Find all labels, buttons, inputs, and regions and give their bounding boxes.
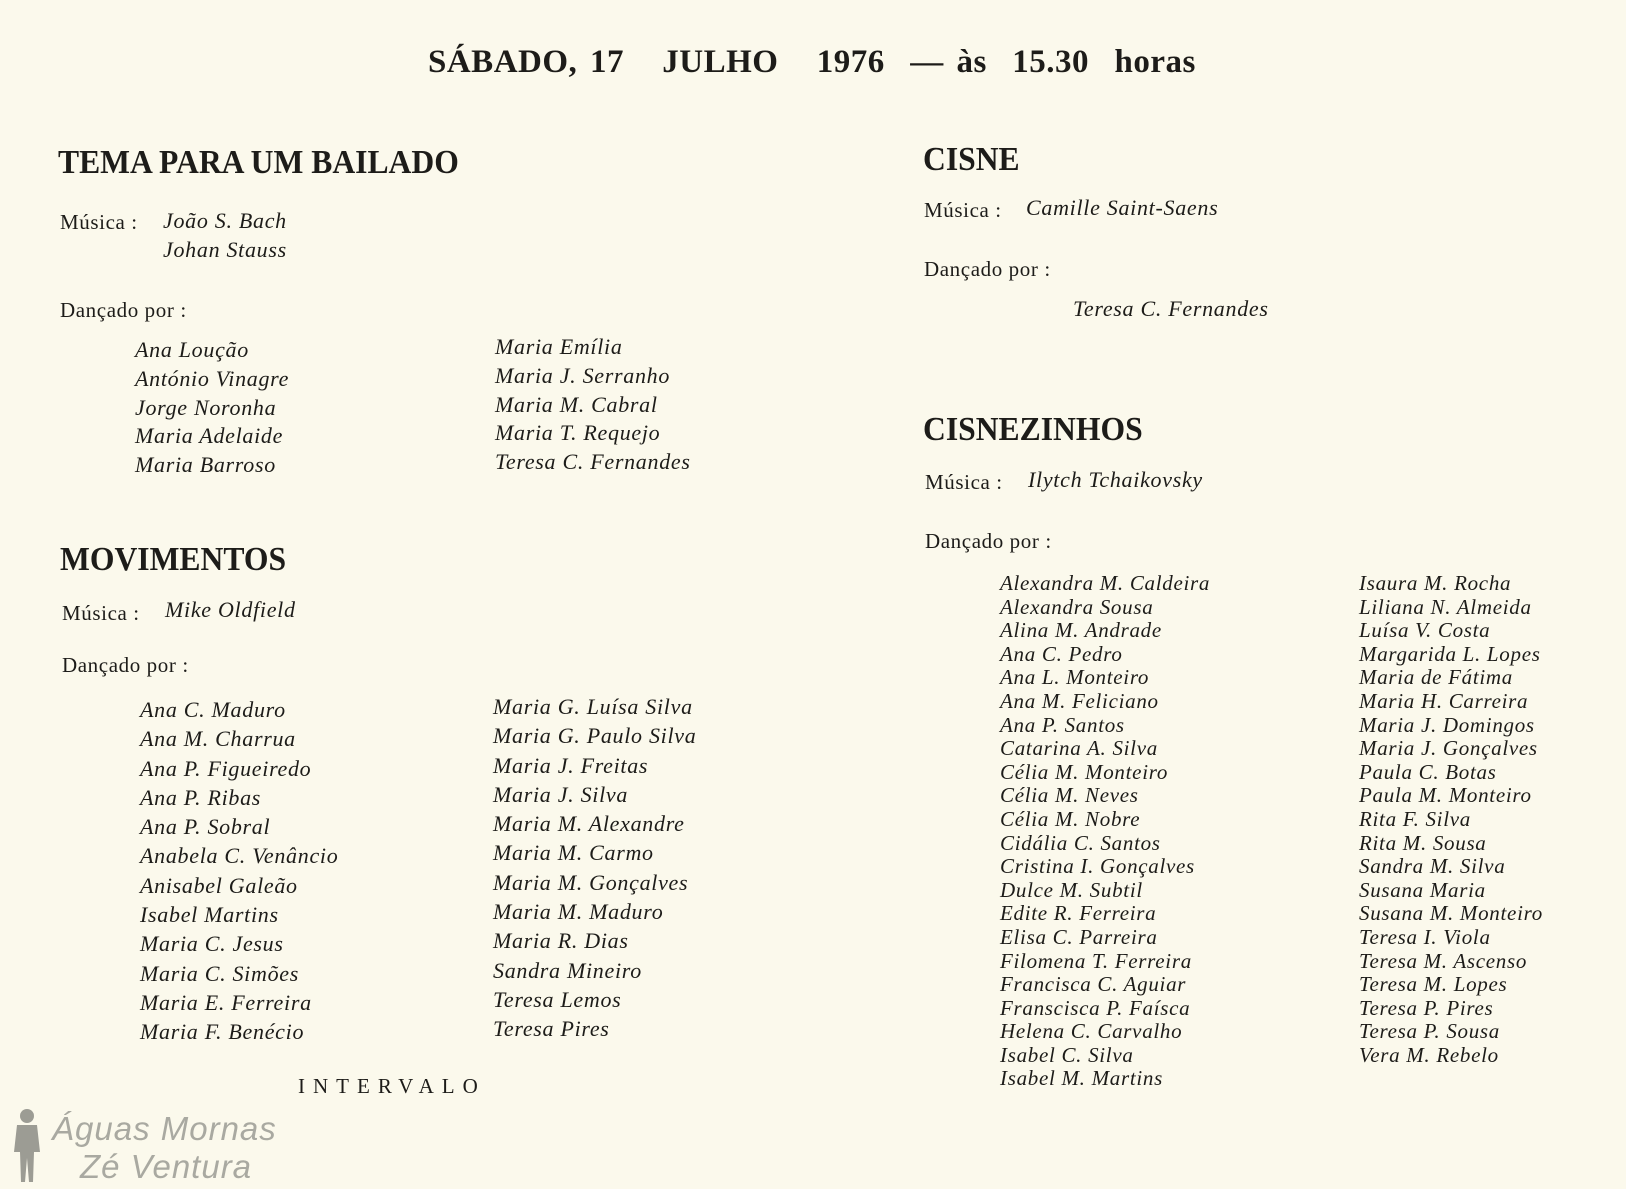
list-item: Teresa M. Lopes [1359, 972, 1508, 997]
list-item: Isabel Martins [140, 902, 279, 928]
list-item: Ana M. Feliciano [1000, 688, 1159, 713]
list-item: Célia M. Monteiro [1000, 759, 1169, 784]
list-item: Maria Adelaide [135, 423, 284, 449]
list-item: Teresa Pires [493, 1016, 610, 1042]
list-item: Margarida L. Lopes [1359, 641, 1541, 666]
list-item: Ana M. Charrua [140, 726, 296, 752]
list-item: Elisa C. Parreira [1000, 924, 1158, 949]
list-item: Maria C. Simões [140, 960, 299, 986]
list-item: Maria de Fátima [1359, 665, 1513, 690]
list-item: Alexandra M. Caldeira [1000, 571, 1211, 595]
movimentos-composer: Mike Oldfield [165, 597, 296, 622]
list-item: Maria E. Ferreira [140, 989, 312, 1015]
list-item: Maria J. Domingos [1359, 712, 1535, 737]
list-item: Francisca C. Aguiar [1000, 972, 1187, 997]
list-item: Jorge Noronha [135, 394, 277, 420]
list-item: Cristina I. Gonçalves [1000, 854, 1195, 879]
list-item: Ana P. Figueiredo [140, 755, 312, 781]
list-item: Célia M. Nobre [1000, 806, 1141, 831]
movimentos-music-label: Música : [62, 601, 140, 625]
list-item: Alexandra Sousa [1000, 594, 1154, 619]
list-item: Teresa I. Viola [1359, 924, 1491, 949]
list-item: Ana P. Santos [1000, 712, 1125, 737]
tema-dancers-col2 [495, 333, 691, 477]
list-item: Maria G. Paulo Silva [493, 723, 697, 749]
section-title-cisnezinhos: CISNEZINHOS [923, 411, 1143, 448]
section-title-tema: TEMA PARA UM BAILADO [58, 144, 459, 181]
list-item: Maria M. Carmo [493, 840, 654, 866]
cisne-dancer: Teresa C. Fernandes [1073, 296, 1269, 321]
list-item: Teresa M. Ascenso [1359, 948, 1528, 973]
list-item: Dulce M. Subtil [1000, 877, 1143, 902]
list-item: Sandra Mineiro [493, 957, 642, 983]
list-item: Isabel M. Martins [1000, 1066, 1163, 1091]
list-item: Catarina A. Silva [1000, 736, 1158, 761]
list-item: Maria T. Requejo [495, 420, 661, 446]
watermark-line-1: Águas Mornas [52, 1110, 277, 1147]
list-item: Maria C. Jesus [140, 931, 284, 957]
program-date-header: SÁBADO, 17 JULHO 1976 — às 15.30 horas [428, 44, 1196, 80]
cisnezinhos-dancers-col1 [1000, 572, 1210, 1091]
list-item: Susana M. Monteiro [1359, 901, 1543, 926]
list-item: Maria R. Dias [493, 928, 629, 954]
list-item: Maria M. Gonçalves [493, 869, 689, 895]
list-item: Maria J. Serranho [495, 362, 671, 388]
cisne-music-label: Música : [924, 198, 1002, 222]
list-item: Sandra M. Silva [1359, 854, 1506, 879]
list-item: Filomena T. Ferreira [1000, 948, 1192, 973]
list-item: Maria J. Silva [493, 781, 629, 807]
list-item: Ana Loução [135, 337, 249, 362]
list-item: Ana C. Pedro [1000, 641, 1123, 666]
tema-dancers-col1 [135, 336, 289, 480]
person-figure-icon [8, 1106, 46, 1184]
list-item: Paula M. Monteiro [1359, 783, 1532, 808]
list-item: Maria G. Luísa Silva [493, 694, 693, 719]
movimentos-dancers-col2 [493, 692, 696, 1044]
list-item: Isabel C. Silva [1000, 1042, 1134, 1067]
cisne-composer: Camille Saint-Saens [1026, 195, 1219, 220]
list-item: Ana L. Monteiro [1000, 665, 1150, 690]
cisnezinhos-danced-by-label: Dançado por : [925, 529, 1052, 553]
list-item: Anisabel Galeão [140, 872, 298, 898]
list-item: Liliana N. Almeida [1359, 594, 1532, 619]
list-item: Isaura M. Rocha [1359, 571, 1512, 595]
list-item: Maria J. Freitas [493, 752, 649, 778]
tema-music-label: Música : [60, 210, 138, 234]
intermission-label: INTERVALO [298, 1074, 486, 1098]
list-item: Maria Emília [495, 334, 623, 359]
list-item: Teresa P. Sousa [1359, 1019, 1501, 1044]
list-item: Maria F. Benécio [140, 1019, 305, 1045]
cisnezinhos-dancers-col2 [1359, 572, 1543, 1067]
list-item: Paula C. Botas [1359, 759, 1497, 784]
list-item: Ana P. Ribas [140, 784, 262, 810]
movimentos-dancers-col1 [140, 695, 338, 1047]
list-item: Maria M. Alexandre [493, 811, 685, 837]
list-item: Helena C. Carvalho [1000, 1019, 1183, 1044]
movimentos-danced-by-label: Dançado por : [62, 653, 189, 677]
list-item: Cidália C. Santos [1000, 830, 1161, 855]
list-item: Vera M. Rebelo [1359, 1042, 1499, 1067]
cisnezinhos-music-label: Música : [925, 470, 1003, 494]
list-item: Alina M. Andrade [1000, 618, 1162, 643]
section-title-cisne: CISNE [923, 141, 1020, 178]
cisne-danced-by-label: Dançado por : [924, 257, 1051, 281]
list-item: Teresa P. Pires [1359, 995, 1494, 1020]
tema-danced-by-label: Dançado por : [60, 298, 187, 322]
list-item: Maria H. Carreira [1359, 688, 1529, 713]
list-item: Luísa V. Costa [1359, 618, 1491, 643]
list-item: Teresa Lemos [493, 986, 622, 1012]
cisnezinhos-composer: Ilytch Tchaikovsky [1028, 467, 1203, 492]
list-item: Edite R. Ferreira [1000, 901, 1157, 926]
section-title-movimentos: MOVIMENTOS [60, 541, 287, 578]
list-item: Franscisca P. Faísca [1000, 995, 1191, 1020]
tema-composer-2: Johan Stauss [163, 237, 287, 262]
list-item: Anabela C. Venâncio [140, 843, 339, 869]
list-item: Ana C. Maduro [140, 697, 286, 722]
list-item: Maria Barroso [135, 452, 276, 478]
list-item: Maria J. Gonçalves [1359, 736, 1538, 761]
watermark-line-2: Zé Ventura [80, 1148, 253, 1185]
list-item: Susana Maria [1359, 877, 1486, 902]
list-item: Rita M. Sousa [1359, 830, 1487, 855]
list-item: António Vinagre [135, 365, 290, 391]
list-item: Teresa C. Fernandes [495, 449, 691, 475]
list-item: Célia M. Neves [1000, 783, 1139, 808]
list-item: Rita F. Silva [1359, 806, 1471, 831]
tema-composer-1: João S. Bach [163, 208, 287, 233]
list-item: Maria M. Maduro [493, 899, 664, 925]
list-item: Ana P. Sobral [140, 814, 271, 840]
list-item: Maria M. Cabral [495, 391, 658, 417]
